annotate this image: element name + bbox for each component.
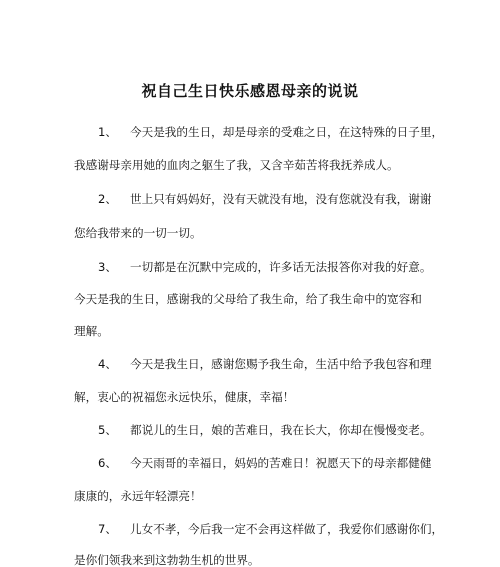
item-number: 3、 [98, 260, 117, 274]
line-text: 今天是我的生日，却是母亲的受难之日，在这特殊的日子里， [130, 125, 444, 139]
paragraph-line-3 [74, 192, 431, 206]
paragraph-line-9 [74, 390, 294, 404]
paragraph-line-7 [74, 324, 109, 338]
line-text: 都说儿的生日，娘的苦难日，我在长大，你却在慢慢变老。 [130, 423, 432, 437]
paragraph-line-6 [74, 292, 422, 306]
paragraph-line-10 [74, 423, 431, 437]
item-number: 7、 [98, 522, 117, 536]
item-number: 2、 [98, 192, 117, 206]
line-text: 今天雨哥的幸福日，妈妈的苦难日！祝愿天下的母亲都健健 [130, 456, 432, 470]
paragraph-line-14 [74, 553, 260, 567]
paragraph-line-12 [74, 489, 202, 503]
line-text: 世上只有妈妈好，没有天就没有地，没有您就没有我，谢谢 [130, 192, 432, 206]
paragraph-line-13 [74, 522, 443, 536]
line-text: 我感谢母亲用她的血肉之躯生了我，又含辛茹苦将我抚养成人。 [74, 158, 399, 172]
line-text: 是你们领我来到这勃勃生机的世界。 [74, 553, 260, 567]
item-number: 1、 [98, 125, 117, 139]
item-number: 6、 [98, 456, 117, 470]
document-title: 祝自己生日快乐感恩母亲的说说 [141, 82, 359, 100]
line-text: 理解。 [74, 324, 109, 338]
line-text: 今天是我的生日，感谢我的父母给了我生命，给了我生命中的宽容和 [74, 292, 422, 306]
line-text: 儿女不孝，今后我一定不会再这样做了，我爱你们感谢你们， [130, 522, 444, 536]
line-text: 康康的，永远年轻漂亮！ [74, 489, 202, 503]
paragraph-line-5 [74, 260, 431, 274]
line-text: 您给我带来的一切一切。 [74, 226, 202, 240]
paragraph-line-11 [74, 456, 431, 470]
line-text: 今天是我生日，感谢您赐予我生命，生活中给予我包容和理 [130, 357, 432, 371]
paragraph-line-2 [74, 158, 399, 172]
paragraph-line-1 [74, 125, 443, 139]
item-number: 4、 [98, 357, 117, 371]
paragraph-line-4 [74, 226, 202, 240]
paragraph-line-8 [74, 357, 431, 371]
item-number: 5、 [98, 423, 117, 437]
line-text: 解，衷心的祝福您永远快乐，健康，幸福！ [74, 390, 295, 404]
line-text: 一切都是在沉默中完成的，许多话无法报答你对我的好意。 [130, 260, 432, 274]
